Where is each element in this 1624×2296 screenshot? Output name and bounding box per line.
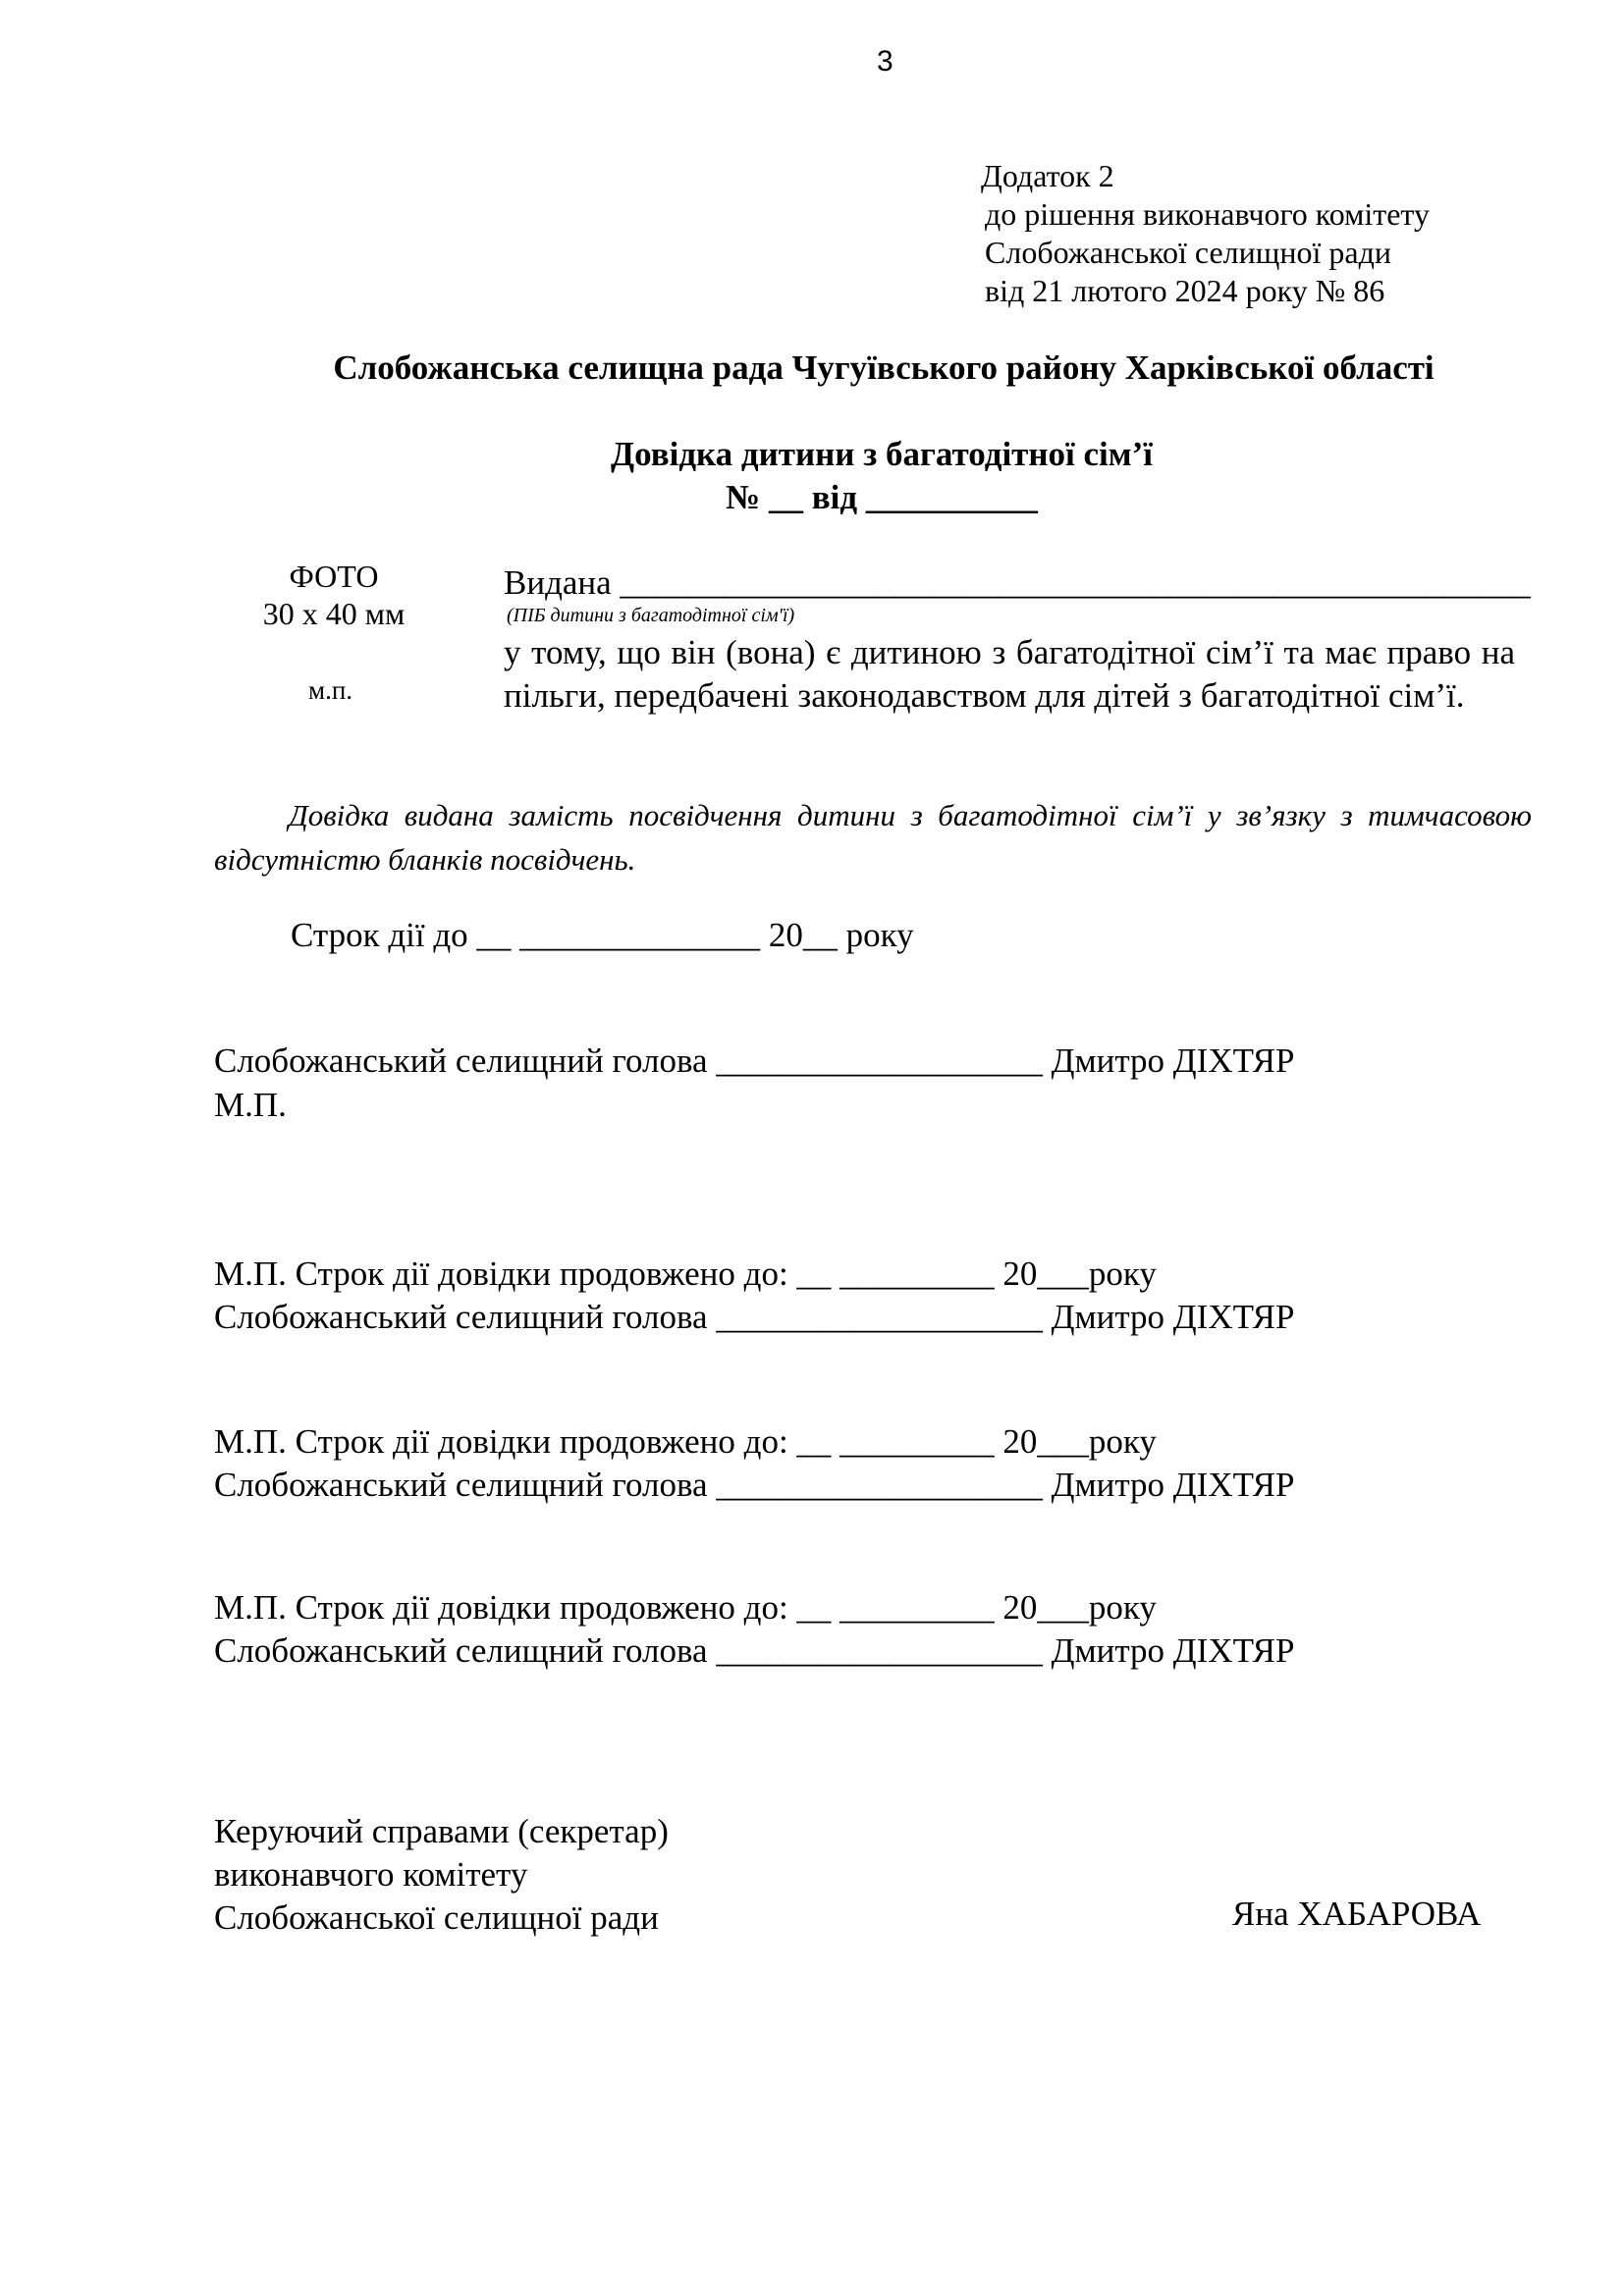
extension-signature-3: Слобожанський селищний голова ___________________ Дмитро ДІХТЯР <box>214 1631 1295 1670</box>
issued-body-text: у тому, що він (вона) є дитиною з багатодітної сім’ї та має право на пільги, передбачені законодавством для дітей з багатодітної сім’ї. <box>504 633 1515 715</box>
secretary-line-1: Керуючий справами (секретар) <box>214 1812 669 1850</box>
issued-to-hint: (ПІБ дитини з багатодітної сім'ї) <box>507 605 795 626</box>
photo-seal-mark: м.п. <box>308 675 353 705</box>
secretary-block <box>214 1810 669 1940</box>
photo-size: 30 х 40 мм <box>262 596 406 631</box>
extension-line-1: М.П. Строк дії довідки продовжено до: __ _________ 20___року <box>214 1255 1157 1293</box>
validity-line: Строк дії до __ ______________ 20__ року <box>291 916 914 954</box>
appendix-line-3: Слобожанської селищної ради <box>985 235 1391 270</box>
document-number-line: № __ від __________ <box>726 478 1038 516</box>
certificate-note: Довідка видана замість посвідчення дитини з багатодітної сім’ї у зв’язку з тимчасовою відсутністю бланків посвідчень. <box>214 798 1532 877</box>
document-title: Довідка дитини з багатодітної сім’ї <box>610 435 1153 473</box>
extension-signature-1: Слобожанський селищний голова ___________________ Дмитро ДІХТЯР <box>214 1298 1295 1336</box>
issued-to-line: Видана _____________________________________________________ <box>504 563 1531 602</box>
secretary-name: Яна ХАБАРОВА <box>1232 1895 1482 1933</box>
organization-heading: Слобожанська селищна рада Чугуївського району Харківської області <box>333 348 1435 387</box>
appendix-line-4: від 21 лютого 2024 року № 86 <box>985 273 1385 308</box>
secretary-line-2: виконавчого комітету <box>214 1855 528 1894</box>
head-signature-line: Слобожанський селищний голова ___________________ Дмитро ДІХТЯР <box>214 1041 1295 1080</box>
photo-label: ФОТО <box>289 559 379 594</box>
secretary-line-3: Слобожанської селищної ради <box>214 1898 659 1937</box>
appendix-line-1: Додаток 2 <box>981 158 1114 193</box>
extension-line-3: М.П. Строк дії довідки продовжено до: __ _________ 20___року <box>214 1588 1157 1627</box>
extension-line-2: М.П. Строк дії довідки продовжено до: __ _________ 20___року <box>214 1422 1157 1461</box>
seal-mark: М.П. <box>214 1086 287 1124</box>
extension-signature-2: Слобожанський селищний голова ___________________ Дмитро ДІХТЯР <box>214 1466 1295 1504</box>
appendix-header <box>981 157 1430 310</box>
page-number: 3 <box>877 45 893 78</box>
appendix-line-2: до рішення виконавчого комітету <box>985 196 1430 232</box>
photo-placeholder <box>236 558 432 632</box>
